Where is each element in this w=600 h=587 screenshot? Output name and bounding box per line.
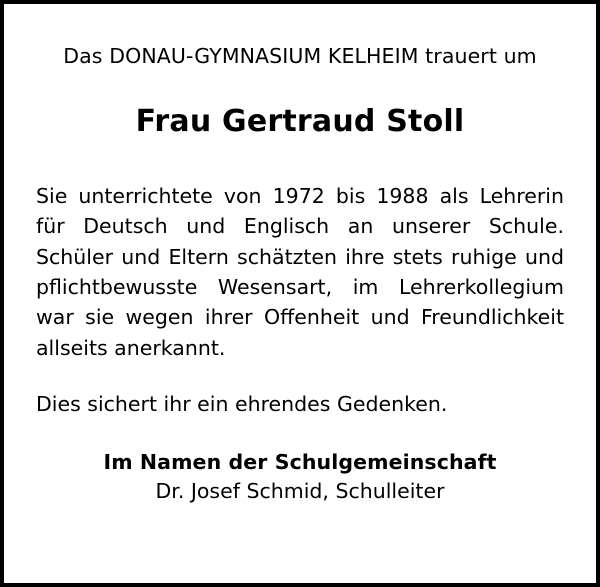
obituary-body xyxy=(36,181,564,363)
obituary-body-paragraph: Sie unterrichtete von 1972 bis 1988 als Lehrerin für Deutsch und Englisch an unserer Schule. Schüler und Eltern schätzten ihre stets ruhige und pflichtbewusste Wesensart, im Lehrerkollegium war sie wegen ihrer Offenheit und Freundlichkeit allseits anerkannt. xyxy=(36,184,564,360)
deceased-name: Frau Gertraud Stoll xyxy=(135,104,465,139)
obituary-intro-line: Das DONAU-GYMNASIUM KELHEIM trauert um xyxy=(63,44,537,68)
signature-person: Dr. Josef Schmid, Schulleiter xyxy=(155,478,445,503)
signature-institution: Im Namen der Schulgemeinschaft xyxy=(103,449,497,474)
obituary-closing-line: Dies sichert ihr ein ehrendes Gedenken. xyxy=(36,391,448,416)
signature-block xyxy=(36,450,564,503)
